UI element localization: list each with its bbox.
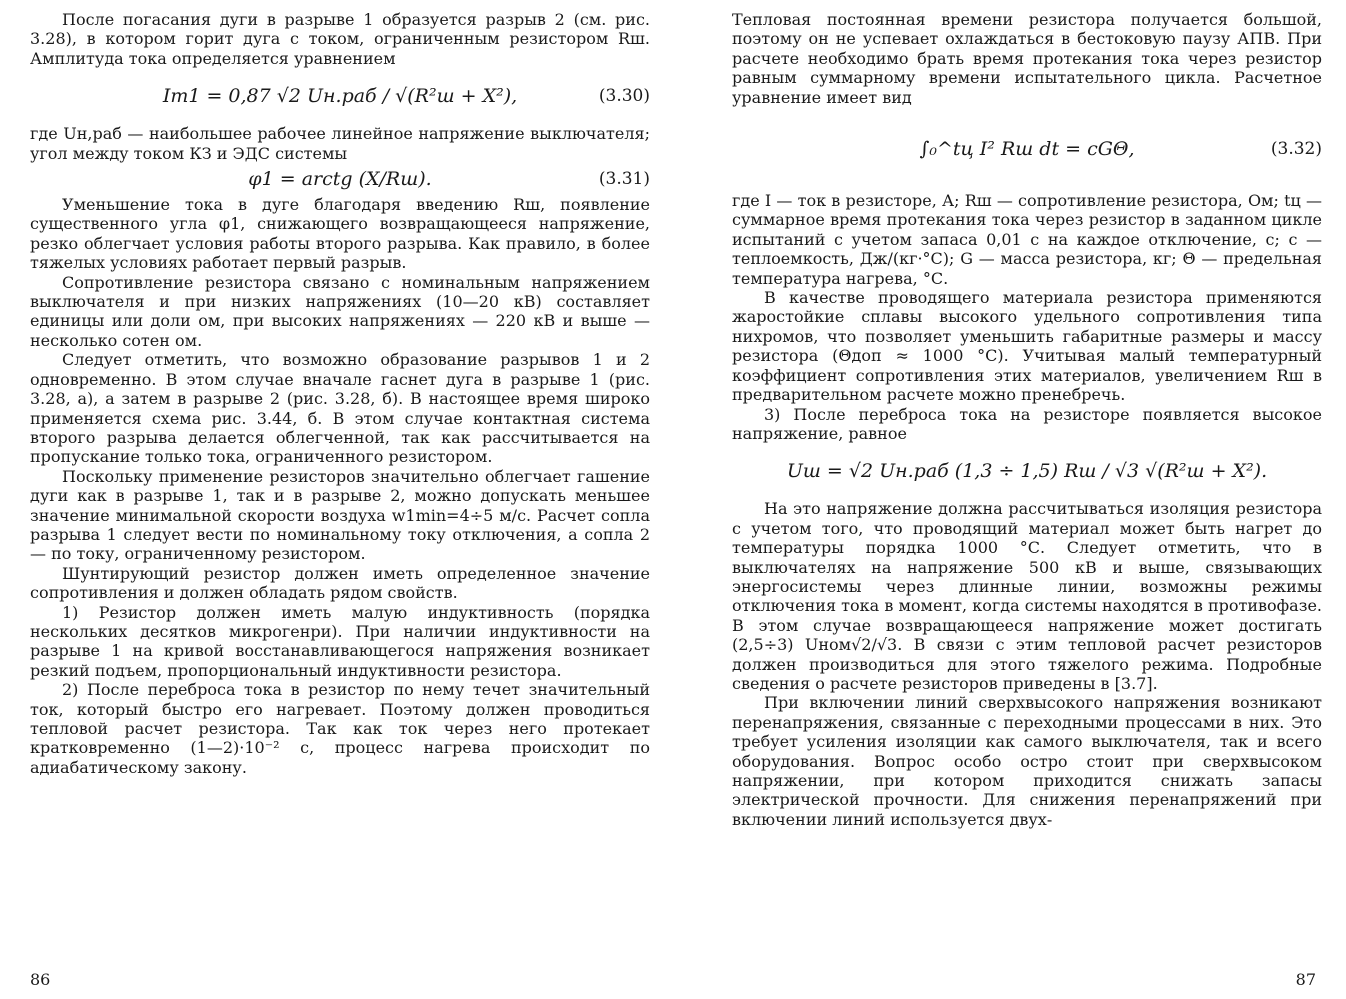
equation-voltage-resistor-formula: Uш = √2 Uн.раб (1,3 ÷ 1,5) Rш / √3 √(R²ш + X²). bbox=[786, 460, 1268, 483]
right-paragraph-3: В качестве проводящего материала резистора применяются жаростойкие сплавы высокого удельного сопротивления типа нихромов, что позволяет уменьшить габаритные размеры и массу резистора (Θдоп ≈ 1000 °С). Учитывая малый температурный коэффициент сопротивления этих материалов, увеличением Rш в предварительном расчете можно пренебречь. bbox=[732, 288, 1322, 405]
equation-3-32-number: (3.32) bbox=[1270, 139, 1322, 160]
right-page bbox=[680, 0, 1346, 999]
right-paragraph-5: На это напряжение должна рассчитываться изоляция резистора с учетом того, что проводящий материал может быть нагрет до температуры порядка 1000 °С. Следует отметить, что в выключателях на напряжение 500 кВ и выше, связывающих энергосистемы через длинные линии, возможны режимы отключения тока в момент, когда системы находятся в противофазе. В этом случае возвращающееся напряжение может достигать (2,5÷3) Uном√2/√3. В связи с этим тепловой расчет резисторов должен производиться для этого тяжелого режима. Подробные сведения о расчете резисторов приведены в [3.7]. bbox=[732, 499, 1322, 693]
left-paragraph-4: Сопротивление резистора связано с номинальным напряжением выключателя и при низких напряжениях (10—20 кВ) составляет единицы или доли ом, при высоких напряжениях — 220 кВ и выше — несколько сотен ом. bbox=[30, 272, 650, 350]
equation-voltage-resistor bbox=[732, 443, 1322, 499]
right-text-column bbox=[732, 10, 1322, 829]
equation-3-31-formula: φ1 = arctg (X/Rш). bbox=[248, 168, 432, 191]
left-paragraph-3: Уменьшение тока в дуге благодаря введению Rш, появление существенного угла φ1, снижающего возвращающееся напряжение, резко облегчает условия работы второго разрыва. Как правило, в более тяжелых условиях работает первый разрыв. bbox=[30, 195, 650, 273]
equation-3-32-formula: ∫₀^tц I² Rш dt = cGΘ, bbox=[919, 138, 1135, 161]
equation-3-30-number: (3.30) bbox=[598, 86, 650, 107]
left-page bbox=[0, 0, 660, 999]
left-paragraph-7: Шунтирующий резистор должен иметь определенное значение сопротивления и должен обладать рядом свойств. bbox=[30, 563, 650, 603]
left-paragraph-2: где Uн,раб — наибольшее рабочее линейное напряжение выключателя; угол между током КЗ и ЭДС системы bbox=[30, 124, 650, 163]
equation-3-32 bbox=[732, 107, 1322, 191]
right-paragraph-6: При включении линий сверхвысокого напряжения возникают перенапряжения, связанные с переходными процессами в них. Это требует усиления изоляции как самого выключателя, так и всего оборудования. Вопрос особо остро стоит при сверхвысоком напряжении, при котором приходится снижать запасы электрической прочности. Для снижения перенапряжений при включении линий используется двух- bbox=[732, 693, 1322, 829]
right-paragraph-4: 3) После переброса тока на резисторе появляется высокое напряжение, равное bbox=[732, 404, 1322, 443]
left-text-column bbox=[30, 10, 650, 777]
equation-3-31 bbox=[30, 163, 650, 195]
right-paragraph-1: Тепловая постоянная времени резистора получается большой, поэтому он не успевает охлаждаться в бестоковую паузу АПВ. При расчете необходимо брать время протекания тока через резистор равным суммарному времени испытательного цикла. Расчетное уравнение имеет вид bbox=[732, 10, 1322, 107]
left-paragraph-1: После погасания дуги в разрыве 1 образуется разрыв 2 (см. рис. 3.28), в котором горит дуга с током, ограниченным резистором Rш. Амплитуда тока определяется уравнением bbox=[30, 10, 650, 68]
left-page-number: 86 bbox=[30, 970, 51, 989]
equation-3-31-number: (3.31) bbox=[598, 169, 650, 190]
left-paragraph-9: 2) После переброса тока в резистор по нему течет значительный ток, который быстро его нагревает. Поэтому должен проводиться тепловой расчет резистора. Так как ток через него протекает кратковременно (1—2)·10⁻² с, процесс нагрева происходит по адиабатическому закону. bbox=[30, 680, 650, 777]
left-paragraph-5: Следует отметить, что возможно образование разрывов 1 и 2 одновременно. В этом случае вначале гаснет дуга в разрыве 1 (рис. 3.28, а), а затем в разрыве 2 (рис. 3.28, б). В настоящее время широко применяется схема рис. 3.44, б. В этом случае контактная система второго разрыва делается облегченной, так как рассчитывается на пропускание только тока, ограниченного резистором. bbox=[30, 350, 650, 467]
left-paragraph-6: Поскольку применение резисторов значительно облегчает гашение дуги как в разрыве 1, так и в разрыве 2, можно допускать меньшее значение минимальной скорости воздуха w1min=4÷5 м/с. Расчет сопла разрыва 1 следует вести по номинальному току отключения, а сопла 2 — по току, ограниченному резистором. bbox=[30, 466, 650, 564]
left-paragraph-8: 1) Резистор должен иметь малую индуктивность (порядка нескольких десятков микрогенри). При наличии индуктивности на разрыве 1 на кривой восстанавливающегося напряжения возникает резкий подъем, пропорциональный индуктивности резистора. bbox=[30, 602, 650, 680]
right-paragraph-2: где I — ток в резисторе, А; Rш — сопротивление резистора, Ом; tц — суммарное время протекания тока через резистор в заданном цикле испытаний с учетом запаса 0,01 с на каждое отключение, с; c — теплоемкость, Дж/(кг·°С); G — масса резистора, кг; Θ — предельная температура нагрева, °С. bbox=[732, 191, 1322, 288]
equation-3-30-formula: Im1 = 0,87 √2 Uн.раб / √(R²ш + X²), bbox=[162, 85, 518, 108]
equation-3-30 bbox=[30, 68, 650, 124]
right-page-number: 87 bbox=[1295, 970, 1316, 989]
